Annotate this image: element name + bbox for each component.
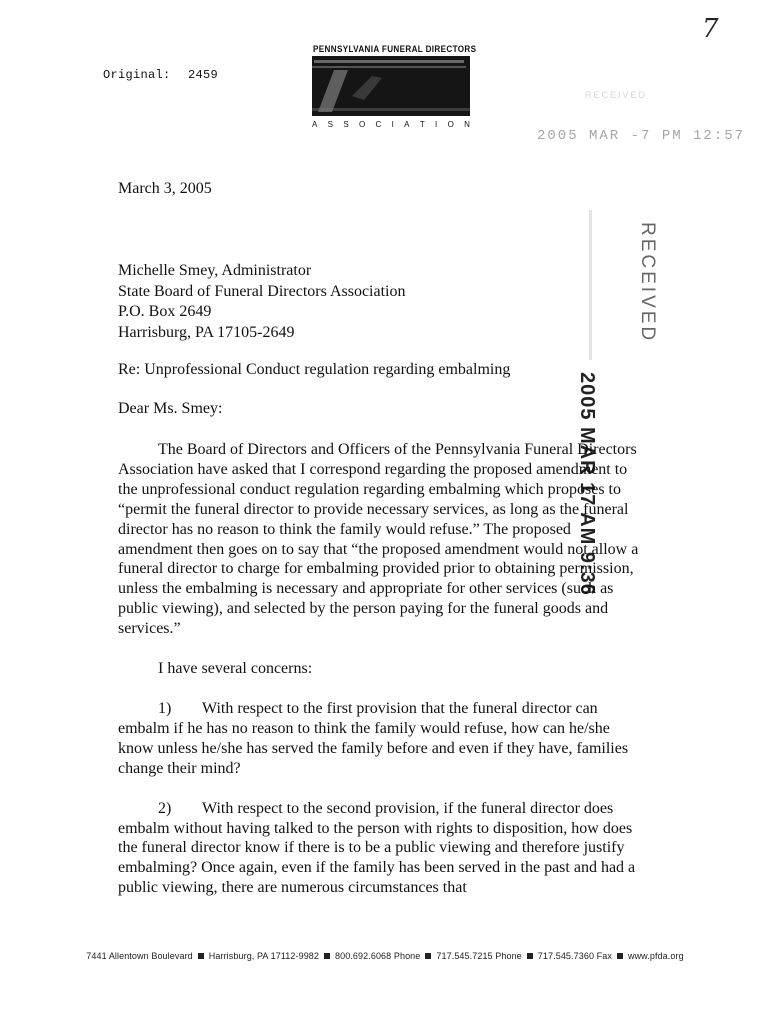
salutation: Dear Ms. Smey: — [118, 400, 223, 417]
rotated-received-label: RECEIVED — [637, 222, 658, 344]
letterhead-org-name: PENNSYLVANIA FUNERAL DIRECTORS — [313, 44, 477, 54]
bullet-icon — [198, 953, 204, 959]
bullet-icon — [527, 953, 533, 959]
rotated-received-stamp — [576, 200, 666, 596]
footer-city: Harrisburg, PA 17112-9982 — [208, 951, 320, 961]
assoc-letter: N — [464, 120, 470, 129]
numbered-item — [118, 799, 648, 899]
footer-phone: 717.545.7215 Phone — [436, 951, 522, 961]
address-line: State Board of Funeral Directors Association — [118, 282, 406, 300]
assoc-letter: S — [327, 120, 333, 129]
numbered-item — [118, 699, 648, 779]
letter-body — [118, 440, 648, 898]
assoc-letter: I — [391, 120, 394, 129]
original-number — [103, 68, 218, 82]
bullet-icon — [324, 953, 330, 959]
item-text: With respect to the second provision, if the funeral director does embalm without having talked to the person with rights to disposition, how does the funeral director know if there is to be a public viewing and therefore justify embalming? Once again, even if the family has been served in the past and had a public viewing, there are numerous circumstances that — [118, 799, 636, 897]
address-line: Harrisburg, PA 17105-2649 — [118, 323, 295, 341]
letter-date: March 3, 2005 — [118, 180, 212, 197]
assoc-letter: A — [312, 120, 318, 129]
address-line: Michelle Smey, Administrator — [118, 262, 312, 279]
item-text: With respect to the first provision that the funeral director can embalm if he has no reason to think the family would refuse, how can he/she know unless he/she has served the family before and even if they have, families change their mind? — [118, 699, 629, 777]
letterhead-footer — [0, 951, 770, 961]
association-logo — [312, 56, 470, 116]
rotated-date-stamp: 2005 MAR 17 AM 9:36 — [576, 372, 598, 596]
received-stamp-top: 2005 MAR -7 PM 12:57 — [537, 128, 746, 144]
item-number: 1) — [158, 699, 172, 717]
paragraph: The Board of Directors and Officers of the Pennsylvania Funeral Directors Association have asked that I correspond regarding the proposed amendment to the unprofessional conduct regulation regarding embalming which proposes to “permit the funeral director to provide necessary services, as long as the funeral director has no reason to think the family would refuse.” The proposed amendment then goes on to say that “the proposed amendment would not allow a funeral director to charge for embalming provided prior to obtaining permission, unless the embalming is necessary and appropriate for other services (such as public viewing), and selected by the person paying for the funeral goods and services.” — [118, 441, 639, 638]
footer-website: www.pfda.org — [627, 951, 684, 961]
assoc-letter: O — [358, 120, 366, 129]
item-number: 2) — [158, 799, 172, 817]
assoc-letter: C — [375, 120, 382, 129]
page-mark: 7 — [702, 14, 719, 44]
paragraph: I have several concerns: — [158, 660, 313, 678]
assoc-letter: S — [343, 120, 349, 129]
address-line: P.O. Box 2649 — [118, 303, 212, 320]
footer-fax: 717.545.7360 Fax — [537, 951, 612, 961]
stamp-faint-text — [586, 210, 596, 360]
received-stamp-label: RECEIVED — [585, 90, 648, 100]
letterhead-association — [312, 120, 470, 129]
original-label: Original: — [103, 68, 171, 82]
recipient-address — [118, 261, 406, 343]
assoc-letter: O — [447, 120, 454, 129]
subject-line: Re: Unprofessional Conduct regulation regarding embalming — [118, 361, 511, 378]
footer-address: 7441 Allentown Boulevard — [86, 951, 193, 961]
bullet-icon — [617, 953, 623, 959]
original-value: 2459 — [188, 68, 219, 82]
assoc-letter: I — [435, 120, 438, 129]
assoc-letter: T — [419, 120, 425, 129]
bullet-icon — [425, 953, 431, 959]
assoc-letter: A — [404, 120, 410, 129]
footer-phone: 800.692.6068 Phone — [335, 951, 421, 961]
